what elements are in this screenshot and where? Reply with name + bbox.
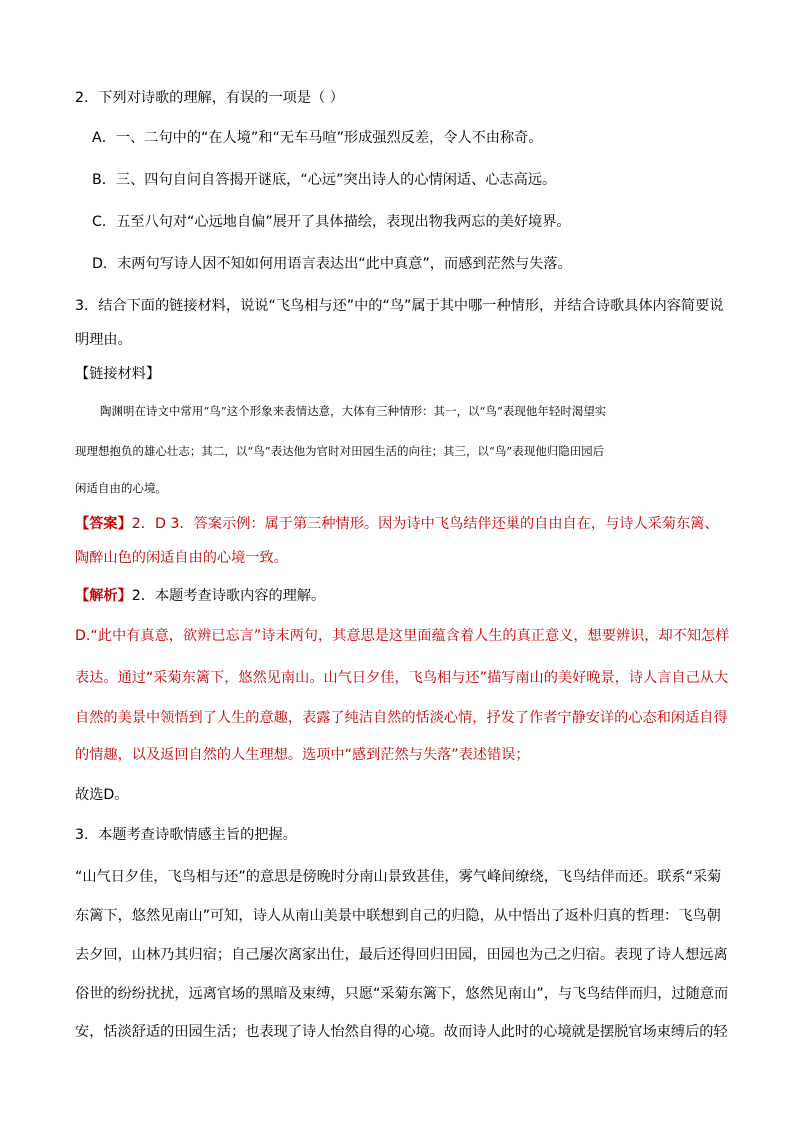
choose-line: 故选D。 [75,787,129,803]
question-3-stem-line-2: 明理由。 [75,332,132,348]
answer-tag: 【答案】 [75,516,132,532]
material-line-2: 现理想抱负的雄心壮志；其二，以“鸟”表达他为官时对田园生活的向往；其三，以“鸟”表现他归隐田园后 [75,444,605,458]
q3-analysis-intro: 3．本题考查诗歌情感主旨的把握。 [75,827,297,843]
analysis-d-line-3: 自然的美景中领悟到了人生的意趣，表露了纯洁自然的恬淡心情，抒发了作者宁静安详的心态和闲适自得 [75,710,728,726]
q3-analysis-line-2: 东篱下，悠然见南山”可知，诗人从南山美景中联想到自己的归隐，从中悟出了返朴归真的哲理：飞鸟朝 [75,908,721,924]
option-d: D．末两句写诗人因不知如何用语言表达出“此中真意”，而感到茫然与失落。 [92,256,572,272]
answer-line-1 [75,514,719,534]
analysis-tag: 【解析】 [75,588,132,604]
material-line-1: 陶渊明在诗文中常用“鸟”这个形象来表情达意，大体有三种情形：其一，以“鸟”表现他年轻时渴望实 [100,404,607,418]
answer-line-2: 陶醉山色的闲适自由的心境一致。 [75,550,288,566]
analysis-intro: 2．本题考查诗歌内容的理解。 [131,588,326,604]
q3-analysis-line-5: 安，恬淡舒适的田园生活；也表现了诗人怡然自得的心境。故而诗人此时的心境就是摆脱官场束缚后的轻 [75,1024,728,1040]
material-line-3: 闲适自由的心境。 [75,481,167,495]
analysis-d-line-2: 表达。通过“采菊东篱下，悠然见南山。山气日夕佳，飞鸟相与还”描写南山的美好晚景，诗人言自己从大 [75,670,729,686]
material-heading: 【链接材料】 [75,366,161,382]
option-c: C．五至八句对“心远地自偏”展开了具体描绘，表现出物我两忘的美好境界。 [92,214,571,230]
q3-analysis-line-4: 俗世的纷纷扰扰，远离官场的黑暗及束缚，只愿“采菊东篱下，悠然见南山”，与飞鸟结伴而归，过随意而 [75,986,729,1002]
answer-text-1: 2．D 3．答案示例：属于第三种情形。因为诗中飞鸟结伴还巢的自由自在，与诗人采菊东篱、 [131,516,719,532]
question-3-stem-line-1: 3．结合下面的链接材料，说说“飞鸟相与还”中的“鸟”属于其中哪一种情形，并结合诗歌具体内容简要说 [75,298,724,314]
q3-analysis-line-3: 去夕回，山林乃其归宿；自己屡次离家出仕，最后还得回归田园，田园也为己之归宿。表现了诗人想远离 [75,947,728,963]
analysis-line [75,586,325,606]
q3-analysis-line-1: “山气日夕佳，飞鸟相与还”的意思是傍晚时分南山景致甚佳，雾气峰间缭绕，飞鸟结伴而还。联系“采菊 [75,869,722,885]
analysis-d-line-1: D.“此中有真意，欲辨已忘言”诗末两句，其意思是这里面蕴含着人生的真正意义，想要辨识，却不知怎样 [75,628,730,644]
question-2-stem: 2．下列对诗歌的理解，有误的一项是（ ） [75,90,344,106]
option-a: A．一、二句中的“在人境”和“无车马喧”形成强烈反差，令人不由称奇。 [92,130,543,146]
analysis-d-line-4: 的情趣，以及返回自然的人生理想。选项中“感到茫然与失落”表述错误； [75,747,530,763]
option-b: B．三、四句自问自答揭开谜底，“心远”突出诗人的心情闲适、心志高远。 [92,172,557,188]
